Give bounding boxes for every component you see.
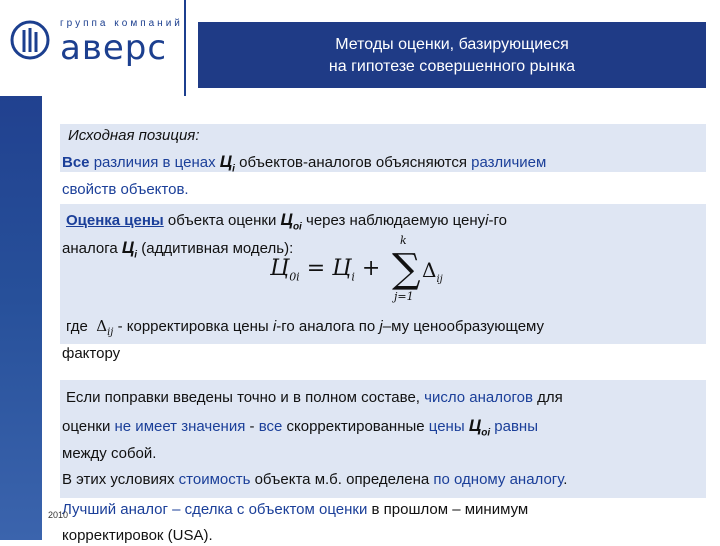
page-number: 2010	[48, 510, 69, 520]
para-line-4: В этих условиях стоимость объекта м.б. определена по одному аналогу.	[62, 471, 568, 488]
estimate-line-1: Оценка цены объекта оценки $Ц_{oi}$ через наблюдаемую ценуi-го	[66, 210, 507, 233]
summation-icon: ∑	[392, 246, 421, 292]
para-line-3: между собой.	[62, 445, 157, 462]
title-line-1: Методы оценки, базирующиеся	[335, 36, 569, 53]
logo-subtitle: группа компаний	[60, 18, 183, 29]
formula-lower-limit: j=1	[394, 290, 414, 303]
para-line-2: оценки не имеет значения - все скорректированные цены $Ц_{oi}$ равны	[62, 416, 538, 439]
formula-upper-limit: k	[400, 234, 407, 247]
where-line-2: фактору	[62, 345, 121, 362]
slide-title	[198, 22, 706, 88]
formula-left: $Ц_{0i} = Ц_i$ +	[270, 256, 381, 284]
price-formula	[270, 234, 443, 303]
para-line-5: Лучший аналог – сделка с объектом оценки в прошлом – минимум	[62, 501, 529, 518]
estimate-line-2: аналога $Ц_i$ (аддитивная модель):	[62, 238, 294, 261]
company-logo	[0, 0, 190, 96]
estimate-link[interactable]: Оценка цены	[66, 212, 164, 229]
para-line-1: Если поправки введены точно и в полном составе, число аналогов для	[66, 389, 563, 406]
intro-line-2: свойств объектов.	[62, 181, 189, 198]
para-line-6: корректировок (USA).	[62, 527, 213, 544]
formula-delta: $\Delta_{ij}$	[422, 258, 443, 285]
title-line-2: на гипотезе совершенного рынка	[328, 58, 576, 75]
intro-line-1: Все различия в ценах $Ц_i$ объектов-аналогов объясняются различием	[62, 152, 547, 175]
where-line-1: где $\Delta_{ij}$ - корректировка цены i-го аналога по j–му ценообразующему	[66, 317, 545, 338]
logo-emblem-icon	[10, 20, 50, 60]
logo-divider	[184, 0, 186, 96]
intro-label: Исходная позиция:	[68, 127, 200, 144]
logo-brand-name: аверс	[60, 28, 168, 68]
